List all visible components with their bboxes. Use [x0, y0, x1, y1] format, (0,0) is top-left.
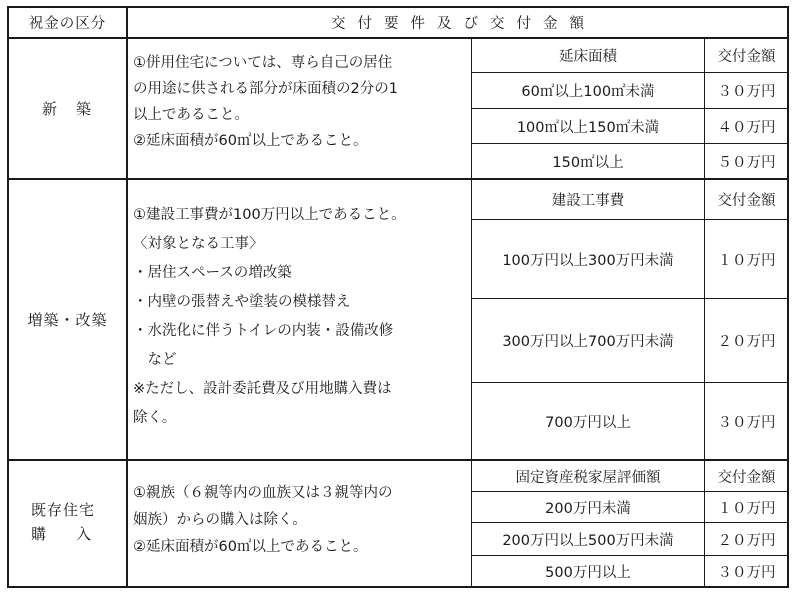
amount-cell: １０万円 [717, 500, 776, 517]
condition-line: ①親族（６親等内の血族又は３親等内の [133, 485, 393, 501]
range-cell: 100万円以上300万円未満 [502, 252, 674, 269]
condition-line: ②延床面積が60㎡以上であること。 [133, 133, 368, 149]
assessed-value-header: 固定資産税家屋評価額 [515, 469, 661, 486]
condition-line: ※ただし、設計委託費及び用地購入費は [133, 381, 392, 397]
amount-cell: ２０万円 [717, 532, 776, 549]
condition-line: ・水洗化に伴うトイレの内装・設備改修 [133, 323, 394, 339]
condition-line: 姻族）からの購入は除く。 [133, 512, 307, 528]
condition-line: 以上であること。 [133, 107, 249, 123]
amount-cell: ５０万円 [717, 154, 776, 171]
amount-cell: ２０万円 [717, 334, 776, 350]
range-cell: 200万円未満 [545, 500, 631, 517]
floor-area-header: 延床面積 [559, 49, 617, 65]
condition-line: ①併用住宅については、専ら自己の居住 [133, 55, 393, 71]
range-cell: 300万円以上700万円未満 [502, 334, 674, 350]
range-cell: 200万円以上500万円未満 [502, 532, 674, 549]
amount-cell: ３０万円 [717, 414, 776, 431]
category-header: 祝金の区分 [28, 16, 107, 32]
category-new-construction: 新 築 [41, 100, 93, 118]
amount-header: 交付金額 [717, 193, 776, 209]
amount-cell: ４０万円 [717, 119, 776, 136]
range-cell: 100㎡以上150㎡未満 [516, 119, 660, 136]
range-cell: 150㎡以上 [552, 154, 624, 171]
conditions-new-construction [133, 50, 398, 154]
condition-line: 除く。 [133, 410, 177, 426]
category-column-divider [126, 7, 128, 587]
condition-line: 〈対象となる工事〉 [133, 236, 264, 252]
category-existing-house-purchase [9, 461, 126, 587]
range-cell: 500万円以上 [545, 565, 631, 581]
condition-line: の用途に供される部分が床面積の2分の1 [133, 81, 398, 97]
condition-line: ・内壁の張替えや塗装の模様替え [133, 294, 351, 310]
amount-cell: ３０万円 [717, 84, 776, 100]
amount-cell: ３０万円 [717, 565, 776, 581]
category-line: 既存住宅 [31, 501, 96, 519]
amount-header: 交付金額 [717, 49, 776, 65]
conditions-extension-renovation [133, 201, 406, 433]
amount-header: 交付金額 [717, 469, 776, 486]
category-extension-renovation: 増築・改築 [27, 311, 108, 329]
condition-line: ②延床面積が60㎡以上であること。 [133, 539, 368, 555]
condition-line: ①建設工事費が100万円以上であること。 [133, 207, 406, 223]
conditions-existing-house-purchase [133, 480, 393, 561]
category-line: 購 入 [31, 525, 92, 543]
condition-line: など [133, 352, 177, 368]
range-cell: 700万円以上 [545, 414, 631, 431]
table-title: 交付要件及び交付金額 [331, 16, 596, 32]
amount-cell: １０万円 [717, 252, 776, 269]
range-cell: 60㎡以上100㎡未満 [521, 84, 655, 100]
construction-cost-header: 建設工事費 [551, 193, 625, 209]
condition-line: ・居住スペースの増改築 [133, 265, 292, 281]
